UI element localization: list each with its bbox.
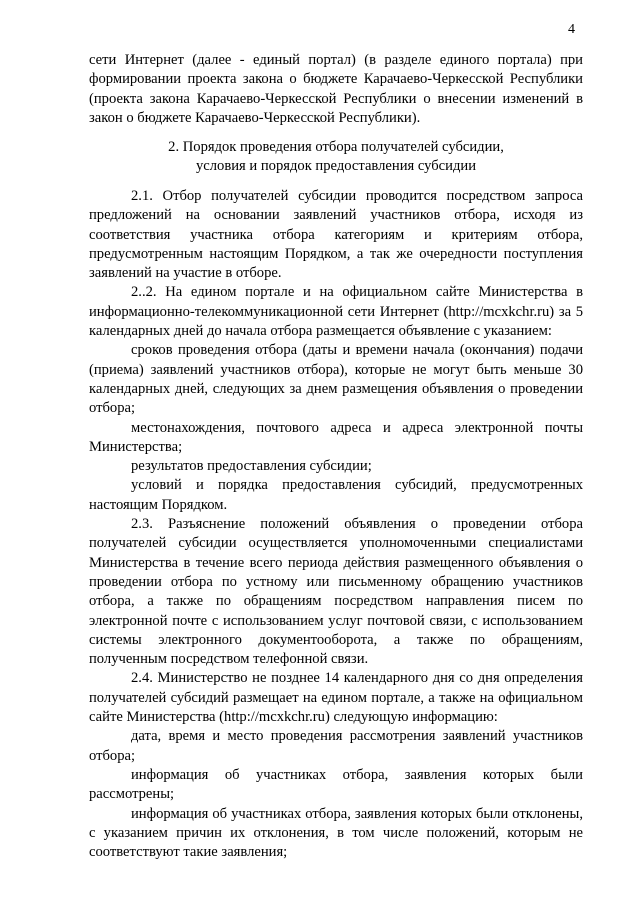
section-heading-line-2: условия и порядок предоставления субсидии: [195, 158, 477, 175]
list-item-address: местонахождения, почтового адреса и адреса электронной почты Министерства;: [89, 419, 583, 455]
intro-paragraph: [89, 51, 583, 128]
list-item-reviewed-participants: информация об участниках отбора, заявления которых были рассмотрены;: [89, 766, 583, 803]
list-item-conditions: условий и порядка предоставления субсидий, предусмотренных настоящим Порядком.: [89, 477, 583, 513]
paragraph-2-1: 2.1. Отбор получателей субсидии проводится посредством запроса предложений на основании заявлений участников отбора, исходя из соответствия участника отбора категориям и критериям отбора, предусмотренным настоящим Порядком, а так же очередности поступления заявлений на участие в отборе.: [89, 188, 583, 282]
section-body: [89, 187, 583, 862]
paragraph-2-2: 2..2. На едином портале и на официальном сайте Министерства в информационно-телекоммуникационной сети Интернет (http://mcxkchr.ru) за 5 календарных дней до начала отбора размещается объявление с указанием:: [89, 284, 583, 340]
section-heading: [89, 138, 583, 177]
page-number: 4: [568, 22, 575, 37]
paragraph-2-4: 2.4. Министерство не позднее 14 календарного дня со дня определения получателей субсидий размещает на едином портале, а также на официальном сайте Министерства (http://mcxkchr.ru) следующую информацию:: [89, 670, 583, 726]
list-item-date-time-place: дата, время и место проведения рассмотрения заявлений участников отбора;: [89, 728, 583, 764]
section-heading-line-1: 2. Порядок проведения отбора получателей субсидии,: [168, 139, 504, 155]
list-item-results: результатов предоставления субсидии;: [131, 458, 372, 475]
paragraph-2-3: 2.3. Разъяснение положений объявления о проведении отбора получателей субсидии осуществляется уполномоченными специалистами Министерства в течение всего периода действия размещенного объявления о проведении отбора по устному или письменному обращению участников отбора, а также по обращениям посредством направления писем по электронной почте с использованием услуг почтовой связи, с использованием системы электронного документооборота, а также по обращениям, полученным посредством телефонной связи.: [89, 516, 583, 668]
intro-text: сети Интернет (далее - единый портал) (в разделе единого портала) при формировании проекта закона о бюджете Карачаево-Черкесской Республики (проекта закона Карачаево-Черкесской Республики о внесении изменений в закон о бюджете Карачаево-Черкесской Республики).: [89, 52, 583, 126]
list-item-rejected-participants: информация об участниках отбора, заявления которых были отклонены, с указанием причин их отклонения, в том числе положений, которым не соответствуют такие заявления;: [89, 805, 583, 861]
list-item-deadlines: сроков проведения отбора (даты и времени начала (окончания) подачи (приема) заявлений участников отбора), которые не могут быть меньше 30 календарных дней, следующих за днем размещения объявления о проведении отбора;: [89, 342, 583, 417]
